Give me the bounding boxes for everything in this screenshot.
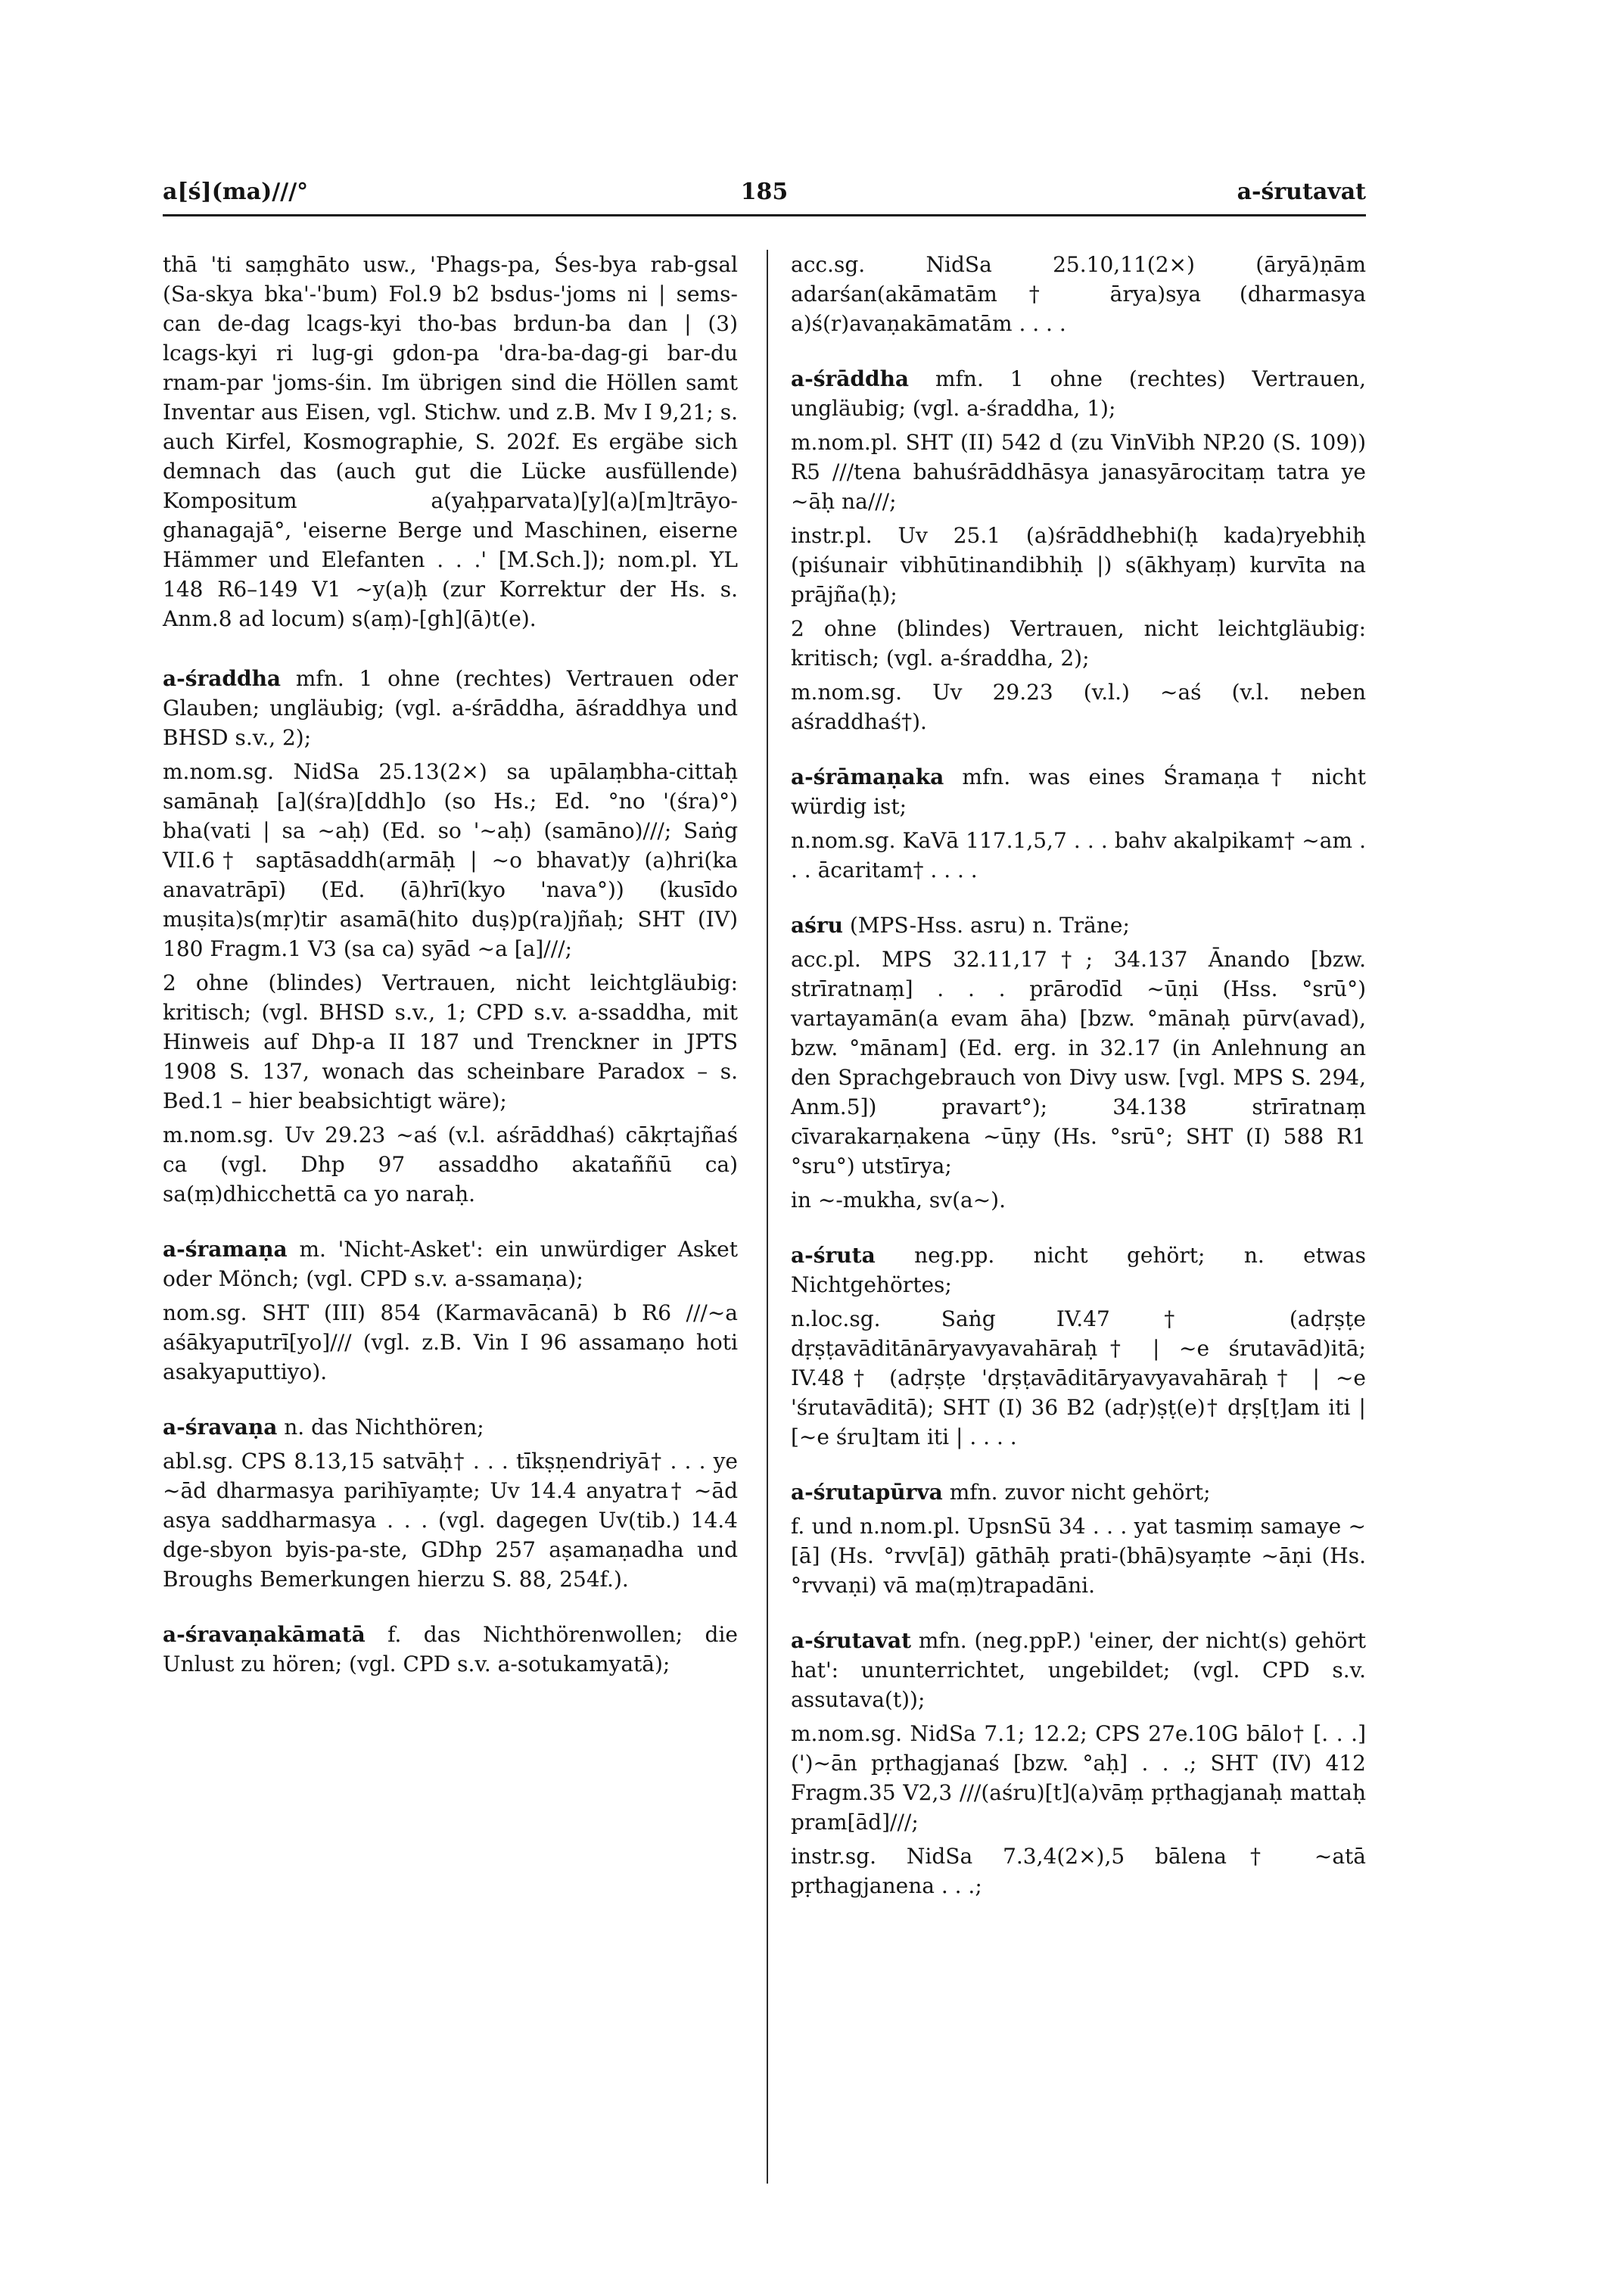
- entry-citation: m.nom.pl. SHT (II) 542 d (zu VinVibh NP.20 (S. 109)) R5 ///tena bahuśrāddhāsya janasyārocitaṃ tatra ye ~āḥ na///;: [791, 430, 1366, 514]
- entry-citation: m.nom.sg. Uv 29.23 (v.l.) ~aś (v.l. neben aśraddhaś†).: [791, 680, 1366, 734]
- entry-definition: mfn. zuvor nicht gehört;: [949, 1480, 1211, 1505]
- entry-sense: 2 ohne (blindes) Vertrauen, nicht leichtgläubig: kritisch; (vgl. BHSD s.v., 1; CPD s.v. a-ssaddha, mit Hinweis auf Dhp-a II 187 und Trenckner in JPTS 1908 S. 137, wonach das scheinbare Paradox – s. Bed.1 – hier beabsichtigt wäre);: [163, 970, 738, 1113]
- dictionary-entry: [791, 364, 1366, 736]
- entry-definition: f. das Nichthörenwollen; die Unlust zu hören; (vgl. CPD s.v. a-sotukamyatā);: [163, 1622, 738, 1676]
- entry-citation: m.nom.sg. NidSa 25.13(2×) sa upālaṃbha-cittaḥ samānaḥ [a](śra)[ddh]o (so Hs.; Ed. °no '(śra)°) bha(vati | sa ~aḥ) (Ed. so '~aḥ) (samāno)///; Saṅg VII.6† saptāsaddh(armāḥ | ~o bhavat)y (a)hri(ka anavatrāpī) (Ed. (ā)hrī(kyo 'nava°)) (kusīdo muṣita)s(mṛ)tir asamā(hito duṣ)p(ra)jñaḥ; SHT (IV) 180 Fragm.1 V3 (sa ca) syād ~a [a]///;: [163, 759, 738, 961]
- entry-headword: a-śramaṇa: [163, 1237, 288, 1262]
- entry-headword: a-śruta: [791, 1243, 876, 1268]
- entry-citation: nom.sg. SHT (III) 854 (Karmavācanā) b R6 ///~a aśākyaputrī[yo]/// (vgl. z.B. Vin I 96 assamaṇo hoti asakyaputtiyo).: [163, 1300, 738, 1384]
- dictionary-entry: [163, 1412, 738, 1594]
- dictionary-entry: [791, 1626, 1366, 1901]
- dictionary-entry: [791, 1477, 1366, 1600]
- entry-definition: (MPS-Hss. asru) n. Träne;: [849, 913, 1130, 938]
- entry-citation: instr.pl. Uv 25.1 (a)śrāddhebhi(ḥ kada)ryebhiḥ (piśunair vibhūtinandibhiḥ |) s(ākhyaṃ) kurvīta na prājña(ḥ);: [791, 523, 1366, 607]
- dictionary-entry: [163, 664, 738, 1209]
- dictionary-entry: [163, 1234, 738, 1387]
- left-column: [163, 250, 738, 1679]
- entry-definition: mfn. 1 ohne (rechtes) Vertrauen oder Glauben; ungläubig; (vgl. a-śrāddha, āśraddhya und BHSD s.v., 2);: [163, 666, 738, 750]
- entry-citation: abl.sg. CPS 8.13,15 satvāḥ† . . . tīkṣṇendriyā† . . . ye ~ād dharmasya parihīyaṃte; Uv 14.4 anyatra† ~ād asya saddharmasya . . . (vgl. dagegen Uv(tib.) 14.4 dge-sbyon byis-pa-ste, GDhp 257 aṣamaṇadha und Broughs Bemerkungen hierzu S. 88, 254f.).: [163, 1449, 738, 1592]
- running-header: [163, 179, 1366, 212]
- column-divider: [767, 250, 768, 2184]
- entry-headword: a-śrāmaṇaka: [791, 764, 944, 789]
- dictionary-entry: [791, 1241, 1366, 1452]
- dictionary-entry: [791, 762, 1366, 885]
- entry-citation: instr.sg. NidSa 7.3,4(2×),5 bālena† ~atā pṛthagjanena . . .;: [791, 1844, 1366, 1898]
- entry-definition: neg.pp. nicht gehört; n. etwas Nichtgehörtes;: [791, 1243, 1366, 1297]
- dictionary-entry: [163, 1620, 738, 1679]
- entry-definition: mfn. 1 ohne (rechtes) Vertrauen, ungläubig; (vgl. a-śraddha, 1);: [791, 366, 1366, 421]
- header-right-catchword: a-śrutavat: [1237, 179, 1366, 205]
- continuation-text: thā 'ti saṃghāto usw., 'Phags-pa, Śes-bya rab-gsal (Sa-skya bka'-'bum) Fol.9 b2 bsdus-'joms ni | sems-can de-dag lcags-kyi tho-bas brdun-ba dan | (3) lcags-kyi ri lug-gi gdon-pa 'dra-ba-dag-gi bar-du rnam-par 'joms-śin. Im übrigen sind die Höllen samt Inventar aus Eisen, vgl. Stichw. und z.B. Mv I 9,21; s. auch Kirfel, Kosmographie, S. 202f. Es ergäbe sich demnach das (auch gut die Lücke ausfüllende) Kompositum a(yaḥparvata)[y](a)[m]trāyo-ghanagajā°, 'eiserne Berge und Maschinen, eiserne Hämmer und Elefanten . . .' [M.Sch.]); nom.pl. YL 148 R6–149 V1 ~y(a)ḥ (zur Korrektur der Hs. s. Anm.8 ad locum) s(aṃ)-[gh](ā)t(e).: [163, 252, 738, 631]
- dictionary-entry: [791, 911, 1366, 1215]
- entry-definition: mfn. (neg.ppP.) 'einer, der nicht(s) gehört hat': ununterrichtet, ungebildet; (vgl. CPD s.v. assutava(t));: [791, 1628, 1366, 1712]
- entry-headword: a-śrutavat: [791, 1628, 912, 1653]
- entry-definition: n. das Nichthören;: [284, 1415, 484, 1440]
- entry-definition: mfn. was eines Śramaṇa† nicht würdig ist;: [791, 764, 1366, 819]
- entry-headword: a-śrutapūrva: [791, 1480, 943, 1505]
- entry-headword: aśru: [791, 913, 844, 938]
- entry-headword: a-śravaṇa: [163, 1415, 278, 1440]
- header-left-catchword: a[ś](ma)///°: [163, 179, 309, 205]
- header-rule: [163, 214, 1366, 216]
- entry-citation: n.loc.sg. Saṅg IV.47† (adṛṣṭe dṛṣṭavāditānāryavyavahāraḥ† | ~e śrutavād)itā; IV.48† (adṛṣṭe 'dṛṣṭavāditāryavyavahāraḥ† | ~e 'śrutavāditā); SHT (I) 36 B2 (adṛ)ṣṭ(e)† dṛṣ[ṭ]am iti | [~e śru]tam iti | . . . .: [791, 1306, 1366, 1449]
- entry-citation: m.nom.sg. Uv 29.23 ~aś (v.l. aśrāddhaś) cākṛtajñaś ca (vgl. Dhp 97 assaddho akataññū ca) sa(ṃ)dhicchettā ca yo naraḥ.: [163, 1122, 738, 1206]
- entry-sense: 2 ohne (blindes) Vertrauen, nicht leichtgläubig: kritisch; (vgl. a-śraddha, 2);: [791, 616, 1366, 671]
- page-number: 185: [740, 179, 789, 205]
- entry-citation: m.nom.sg. NidSa 7.1; 12.2; CPS 27e.10G bālo† [. . .] (')~ān pṛthagjanaś [bzw. °aḥ] . . .; SHT (IV) 412 Fragm.35 V2,3 ///(aśru)[t](a)vāṃ pṛthagjanaḥ mattaḥ pram[ād]///;: [791, 1721, 1366, 1835]
- entry-headword: a-śravaṇakāmatā: [163, 1622, 366, 1647]
- entry-citation: f. und n.nom.pl. UpsnSū 34 . . . yat tasmiṃ samaye ~[ā] (Hs. °rvv[ā]) gāthāḥ prati-(bhā)syaṃte ~āṇi (Hs. °rvvaṇi) vā ma(ṃ)trapadāni.: [791, 1514, 1366, 1598]
- entry-headword: a-śraddha: [163, 666, 282, 691]
- entry-citation: n.nom.sg. KaVā 117.1,5,7 . . . bahv akalpikam† ~am . . . ācaritam† . . . .: [791, 828, 1366, 883]
- right-column: [791, 250, 1366, 1901]
- entry-definition: m. 'Nicht-Asket': ein unwürdiger Asket oder Mönch; (vgl. CPD s.v. a-ssamaṇa);: [163, 1237, 739, 1291]
- entry-citation: acc.pl. MPS 32.11,17†; 34.137 Ānando [bzw. strīratnaṃ] . . . prārodīd ~ūṇi (Hss. °srū°) vartayamān(a evam āha) [bzw. °mānaḥ pūrv(avad), bzw. °mānam] (Ed. erg. in 32.17 (in Anlehnung an den Sprachgebrauch von Divy usw. [vgl. MPS S. 294, Anm.5]) pravart°); 34.138 strīratnaṃ cīvarakarṇakena ~ūṇy (Hs. °srū°; SHT (I) 588 R1 °sru°) utstīrya;: [791, 947, 1366, 1178]
- entry-cross-reference: in ~-mukha, sv(a~).: [791, 1188, 1006, 1213]
- continuation-text: acc.sg. NidSa 25.10,11(2×) (āryā)ṇām adarśan(akāmatām† ārya)sya (dharmasya a)ś(r)avaṇakāmatām . . . .: [791, 252, 1366, 336]
- entry-headword: a-śrāddha: [791, 366, 910, 391]
